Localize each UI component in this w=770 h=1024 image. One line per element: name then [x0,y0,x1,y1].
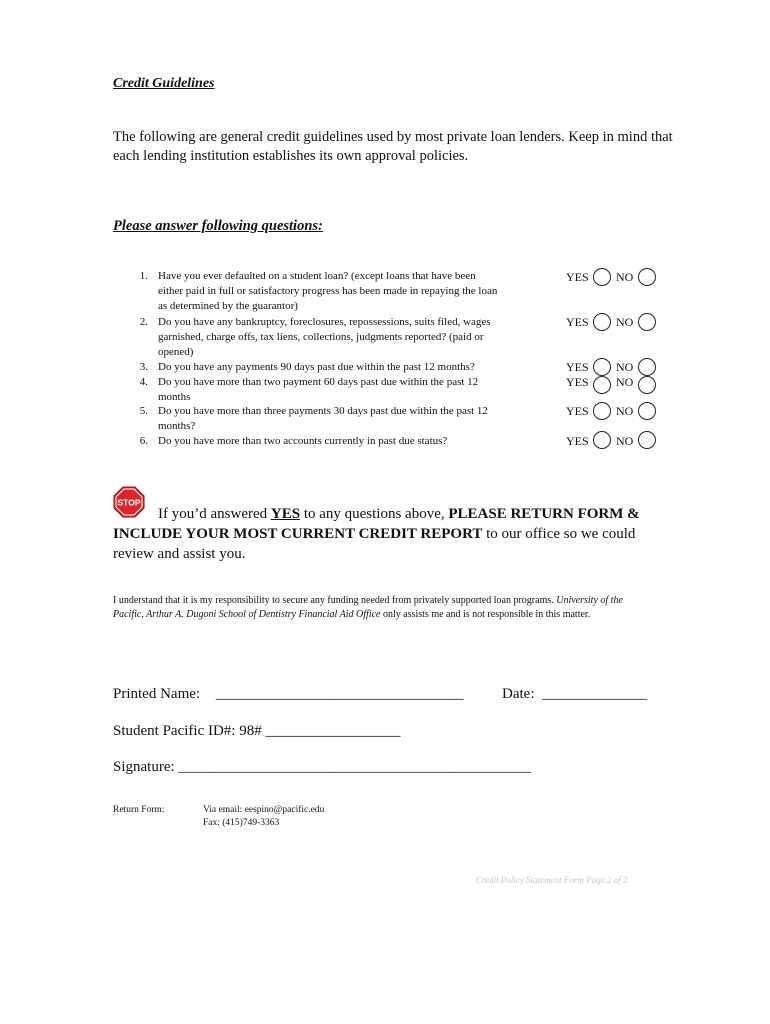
question-number: 2. [139,316,148,328]
signature-label: Signature: [113,759,175,775]
yes-label: YES [566,404,589,418]
yes-label: YES [566,375,589,389]
yes-label: YES [566,434,589,448]
date-row [502,686,647,703]
q3-yes-radio[interactable] [593,358,611,376]
q4-yes-radio[interactable] [593,376,611,394]
yes-label: YES [566,360,589,374]
student-id-label: Student Pacific ID#: 98# [113,723,262,739]
signature-field[interactable]: _______________________________________________ [178,759,531,775]
questions-heading: Please answer following questions: [113,218,323,234]
q1-no-radio[interactable] [638,268,656,286]
question-number: 4. [139,376,148,388]
question-number: 6. [139,435,148,447]
q6-no-radio[interactable] [638,431,656,449]
question-number: 5. [139,405,148,417]
question-text: Do you have more than two accounts currently in past due status? [158,435,448,447]
printed-name-row [113,686,463,703]
disclaimer-text: only assists me and is not responsible in this matter. [380,609,591,620]
no-label: NO [616,404,634,418]
return-email: Via email: eespino@pacific.edu [203,805,325,815]
return-form-label: Return Form: [113,805,165,815]
return-form-details [203,804,324,830]
no-label: NO [616,360,634,374]
disclaimer [113,594,653,622]
question-text: Do you have more than three payments 30 days past due within the past 12 months? [158,405,488,432]
printed-name-label: Printed Name: [113,686,201,702]
q3-no-radio[interactable] [638,358,656,376]
stop-sign-text: STOP [117,497,141,508]
return-notice [113,504,663,564]
yes-label: YES [566,315,589,329]
date-label: Date: [502,686,535,702]
no-label: NO [616,270,634,284]
notice-emphasis: PLEASE RETURN FORM & INCLUDE YOUR MOST CURRENT CREDIT REPORT [113,506,640,542]
document-title: Credit Guidelines [113,76,215,91]
notice-text: to our office so we could review and assist you. [113,526,636,562]
notice-text: to any questions above, [300,506,449,522]
question-text: Do you have more than two payment 60 days past due within the past 12 months [158,376,479,403]
page-footer: Credit Policy Statement Form Page 2 of 2 [476,875,628,885]
no-label: NO [616,315,634,329]
question-text: Do you have any bankruptcy, foreclosures, repossessions, suits filed, wages garnished, charge offs, tax liens, collections, judgments reported? (paid or opened) [158,316,491,358]
question-number: 3. [139,361,148,373]
question-text: Have you ever defaulted on a student loan? (except loans that have been either paid in full or satisfactory progress has been made in repaying the loan as determined by the guarantor) [158,270,498,312]
question-number: 1. [139,270,148,282]
q4-no-radio[interactable] [638,376,656,394]
no-label: NO [616,434,634,448]
notice-yes: YES [270,506,301,522]
notice-text: If you’d answered [158,506,271,522]
return-fax: Fax: (415)749-3363 [203,818,280,828]
q1-yes-radio[interactable] [593,268,611,286]
student-id-field[interactable]: __________________ [265,723,401,739]
question-text: Do you have any payments 90 days past due within the past 12 months? [158,361,475,373]
institution-name: University of the Pacific, Arthur A. Dugoni School of Dentistry Financial Aid Office [113,595,623,620]
printed-name-field[interactable]: _________________________________ [215,686,464,702]
intro-paragraph: The following are general credit guidelines used by most private loan lenders. Keep in mind that each lending institution establishes its own approval policies. [113,129,673,164]
q2-yes-radio[interactable] [593,313,611,331]
yes-label: YES [566,270,589,284]
date-field[interactable]: ______________ [542,686,648,702]
q2-no-radio[interactable] [638,313,656,331]
q5-no-radio[interactable] [638,402,656,420]
q5-yes-radio[interactable] [593,402,611,420]
q6-yes-radio[interactable] [593,431,611,449]
no-label: NO [616,375,634,389]
signature-row [113,759,531,776]
disclaimer-text: I understand that it is my responsibility to secure any funding needed from privately supported loan programs. [113,595,554,606]
student-id-row [113,723,400,740]
